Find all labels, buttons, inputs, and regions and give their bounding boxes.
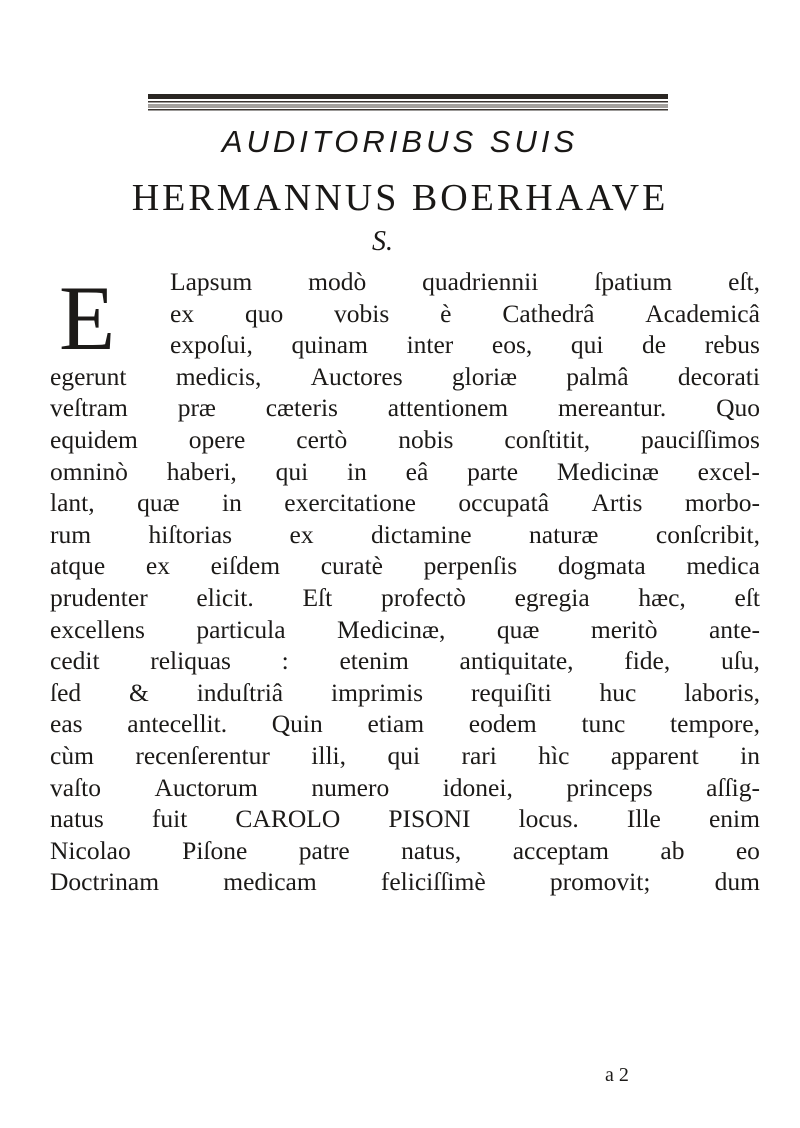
text-line: excellens particula Medicinæ, quæ meritò ante- [50, 614, 760, 644]
text-line: egerunt medicis, Auctores gloriæ palmâ decorati [50, 361, 760, 391]
text-line: expoſui, quinam inter eos, qui de rebus [170, 330, 760, 360]
text-line: vaſto Auctorum numero idonei, princeps aſſig- [50, 772, 760, 802]
salutation: S. [372, 226, 393, 257]
text-line: lant, quæ in exercitatione occupatâ Artis morbo- [50, 488, 760, 518]
text-line: cedit reliquas : etenim antiquitate, fide, uſu, [50, 646, 760, 676]
body-text [50, 266, 760, 898]
signature-mark: a 2 [605, 1064, 629, 1086]
dedication-heading: AUDITORIBUS SUIS [221, 124, 579, 159]
text-line: Doctrinam medicam feliciſſimè promovit; dum [50, 867, 760, 897]
text-line: veſtram præ cæteris attentionem mereantur. Quo [50, 393, 760, 423]
text-line: cùm recenſerentur illi, qui rari hìc apparent in [50, 740, 760, 770]
text-line: omninò haberi, qui in eâ parte Medicinæ excel- [50, 456, 760, 486]
ornament-rule [148, 94, 668, 112]
text-line: atque ex eiſdem curatè perpenſis dogmata medica [50, 551, 760, 581]
text-line: Nicolao Piſone patre natus, acceptam ab eo [50, 835, 760, 865]
text-line: ſed & induſtriâ imprimis requiſiti huc laboris, [50, 677, 760, 707]
text-line: eas antecellit. Quin etiam eodem tunc tempore, [50, 709, 760, 739]
text-line: Lapsum modò quadriennii ſpatium eſt, [170, 267, 760, 296]
ornamental-header-band [148, 94, 668, 112]
author-name: HERMANNUS BOERHAAVE [131, 177, 669, 219]
text-line: prudenter elicit. Eſt profectò egregia hæc, eſt [50, 582, 760, 612]
text-line: natus fuit CAROLO PISONI locus. Ille enim [50, 804, 760, 834]
text-line: ex quo vobis è Cathedrâ Academicâ [170, 298, 760, 328]
text-line: equidem opere certò nobis conſtitit, pauciſſimos [50, 424, 760, 454]
drop-cap-letter: E [59, 279, 116, 355]
text-line: rum hiſtorias ex dictamine naturæ conſcribit, [50, 519, 760, 549]
